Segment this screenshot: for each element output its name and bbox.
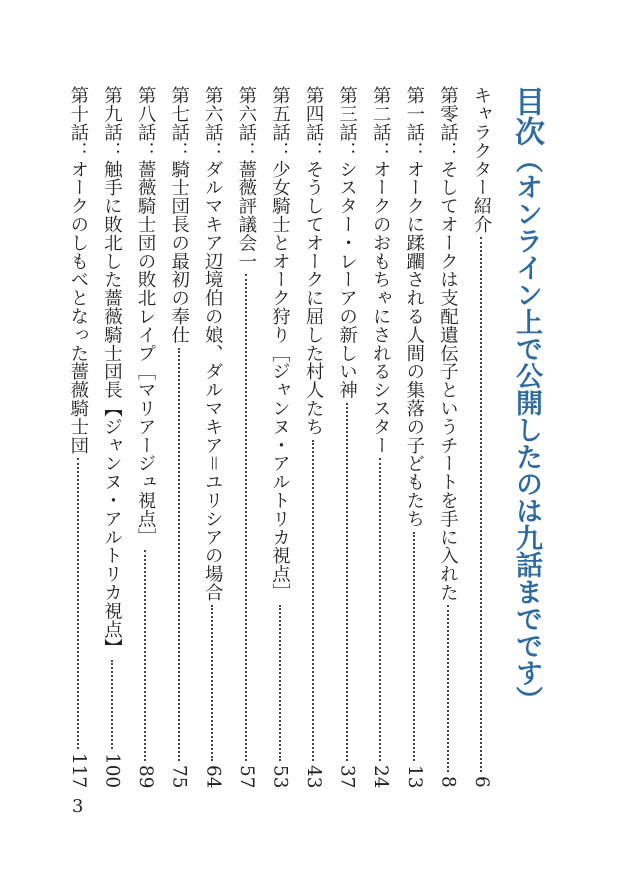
dot-leader — [178, 348, 180, 761]
toc-entry-title: 第五話：少女騎士とオーク狩り［ジャンヌ・アルトリカ視点］ — [269, 86, 291, 602]
toc-entry[interactable] — [397, 86, 431, 788]
toc-entry-page: 117 — [67, 752, 89, 788]
toc-entry[interactable] — [464, 86, 498, 788]
toc-entry[interactable] — [61, 86, 95, 788]
toc-entry[interactable] — [364, 86, 398, 788]
toc-entry-page: 6 — [471, 776, 492, 788]
toc-entry-title: 第十話：オークのしもべとなった薔薇騎士団 — [67, 86, 89, 454]
dot-leader — [447, 605, 449, 772]
dot-leader — [379, 458, 381, 761]
dot-leader — [211, 605, 213, 760]
toc-entry-title: キャラクター紹介 — [471, 86, 492, 234]
toc-entry-page: 8 — [437, 776, 459, 788]
toc-entry[interactable] — [263, 86, 297, 788]
dot-leader — [77, 458, 79, 749]
toc-entry-page: 100 — [101, 752, 123, 788]
toc-entry-title: 第二話：オークのおもちゃにされるシスター — [370, 86, 392, 454]
toc-entry-page: 57 — [235, 764, 257, 788]
toc-entry-title: 第八話：薔薇騎士団の敗北レイプ［マリアージュ視点］ — [135, 86, 157, 546]
toc-entry-title: 第三話：シスター・レーアの新しい神 — [336, 86, 358, 399]
toc-entry-title: 第七話：騎士団長の最初の奉仕 — [168, 86, 190, 344]
toc-entry[interactable] — [162, 86, 196, 788]
dot-leader — [279, 605, 281, 760]
toc-entry[interactable] — [431, 86, 465, 788]
page-number: 3 — [72, 796, 84, 817]
toc-entry[interactable] — [196, 86, 230, 788]
toc-entry[interactable] — [229, 86, 263, 788]
toc-entry-title: 第零話：そしてオークは支配遺伝子というチートを手に入れた — [437, 86, 459, 602]
toc-entry[interactable] — [330, 86, 364, 788]
table-of-contents — [61, 86, 548, 788]
dot-leader — [413, 532, 415, 761]
toc-entry-title: 第九話：触手に敗北した薔薇騎士団長【ジャンヌ・アルトリカ視点】 — [101, 86, 123, 657]
dot-leader — [346, 403, 348, 761]
toc-entry-list — [61, 86, 498, 788]
toc-entry-page: 64 — [202, 764, 224, 788]
toc-entry-page: 53 — [269, 764, 291, 788]
toc-entry[interactable] — [296, 86, 330, 788]
toc-title: 目次 — [509, 86, 544, 146]
toc-entry-page: 43 — [303, 764, 325, 788]
toc-entry-page: 89 — [135, 764, 157, 788]
dot-leader — [312, 440, 314, 761]
dot-leader — [245, 274, 247, 761]
toc-entry-title: 第一話：オークに蹂躙される人間の集落の子どもたち — [403, 86, 425, 528]
toc-entry-page: 13 — [403, 764, 425, 788]
dot-leader — [111, 660, 113, 748]
toc-entry-page: 24 — [370, 764, 392, 788]
toc-heading — [504, 86, 548, 788]
dot-leader — [480, 237, 482, 772]
toc-entry-title: 第六話：ダルマキア辺境伯の娘、ダルマキア＝ユリシアの場合 — [202, 86, 224, 602]
toc-entry-title: 第六話：薔薇評議会一 — [235, 86, 257, 270]
toc-entry[interactable] — [128, 86, 162, 788]
toc-entry-page: 75 — [168, 764, 190, 788]
dot-leader — [144, 550, 146, 761]
toc-entry[interactable] — [95, 86, 129, 788]
toc-entry-page: 37 — [336, 764, 358, 788]
toc-entry-title: 第四話：そうしてオークに屈した村人たち — [303, 86, 325, 436]
toc-subtitle: （オンライン上で公開したのは九話までです） — [511, 146, 542, 713]
